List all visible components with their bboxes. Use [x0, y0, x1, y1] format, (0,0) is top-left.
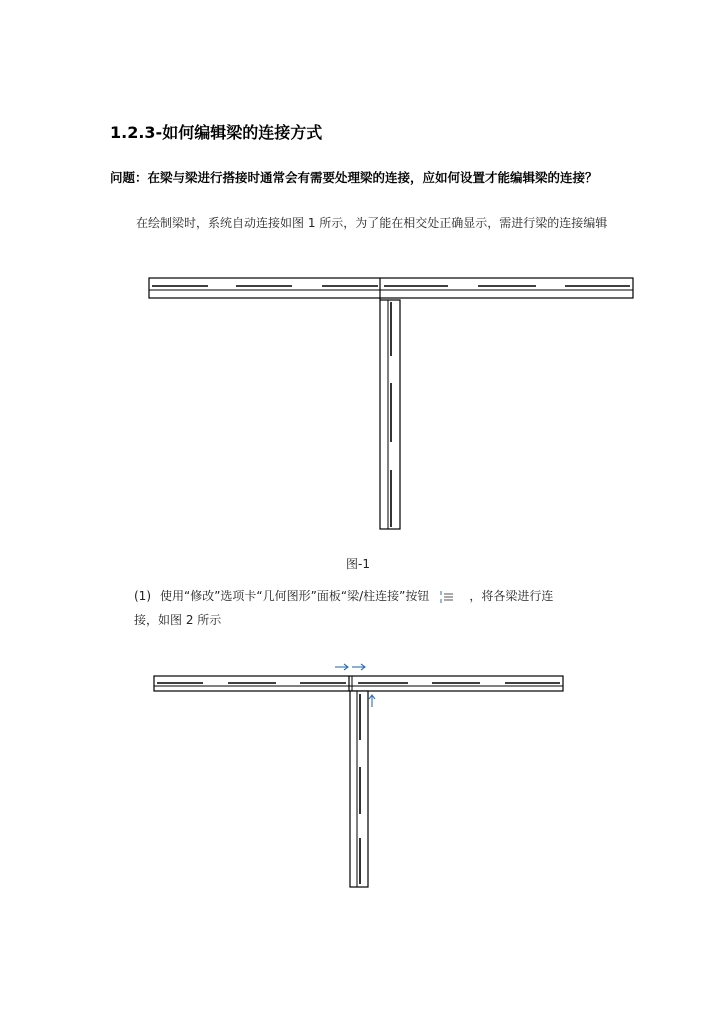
step-1 [134, 582, 614, 610]
beam-column-join-icon [439, 590, 455, 604]
intro-text: 在绘制梁时，系统自动连接如图 1 所示，为了能在相交处正确显示，需进行梁的连接编辑 [136, 216, 608, 230]
question-text: 在梁与梁进行搭接时通常会有需要处理梁的连接，应如何设置才能编辑梁的连接？ [147, 170, 598, 185]
fig2-vertical-beam [350, 691, 368, 887]
step-text-before-icon: 使用“修改”选项卡“几何图形”面板“梁/柱连接”按钮 [160, 589, 430, 603]
fig1-vertical-beam [380, 300, 400, 529]
fig1-horizontal-beam [149, 278, 633, 298]
step-text-after-icon: ，将各梁进行连 [469, 589, 554, 603]
figure-1-caption: 图-1 [346, 557, 370, 571]
step-1-continuation: 接，如图 2 所示 [134, 613, 222, 627]
figure-2-beam-diagram [154, 676, 563, 887]
step-number: (1) [134, 589, 151, 603]
question-label: 问题： [110, 170, 148, 185]
section-heading: 1.2.3-如何编辑梁的连接方式 [110, 123, 323, 142]
